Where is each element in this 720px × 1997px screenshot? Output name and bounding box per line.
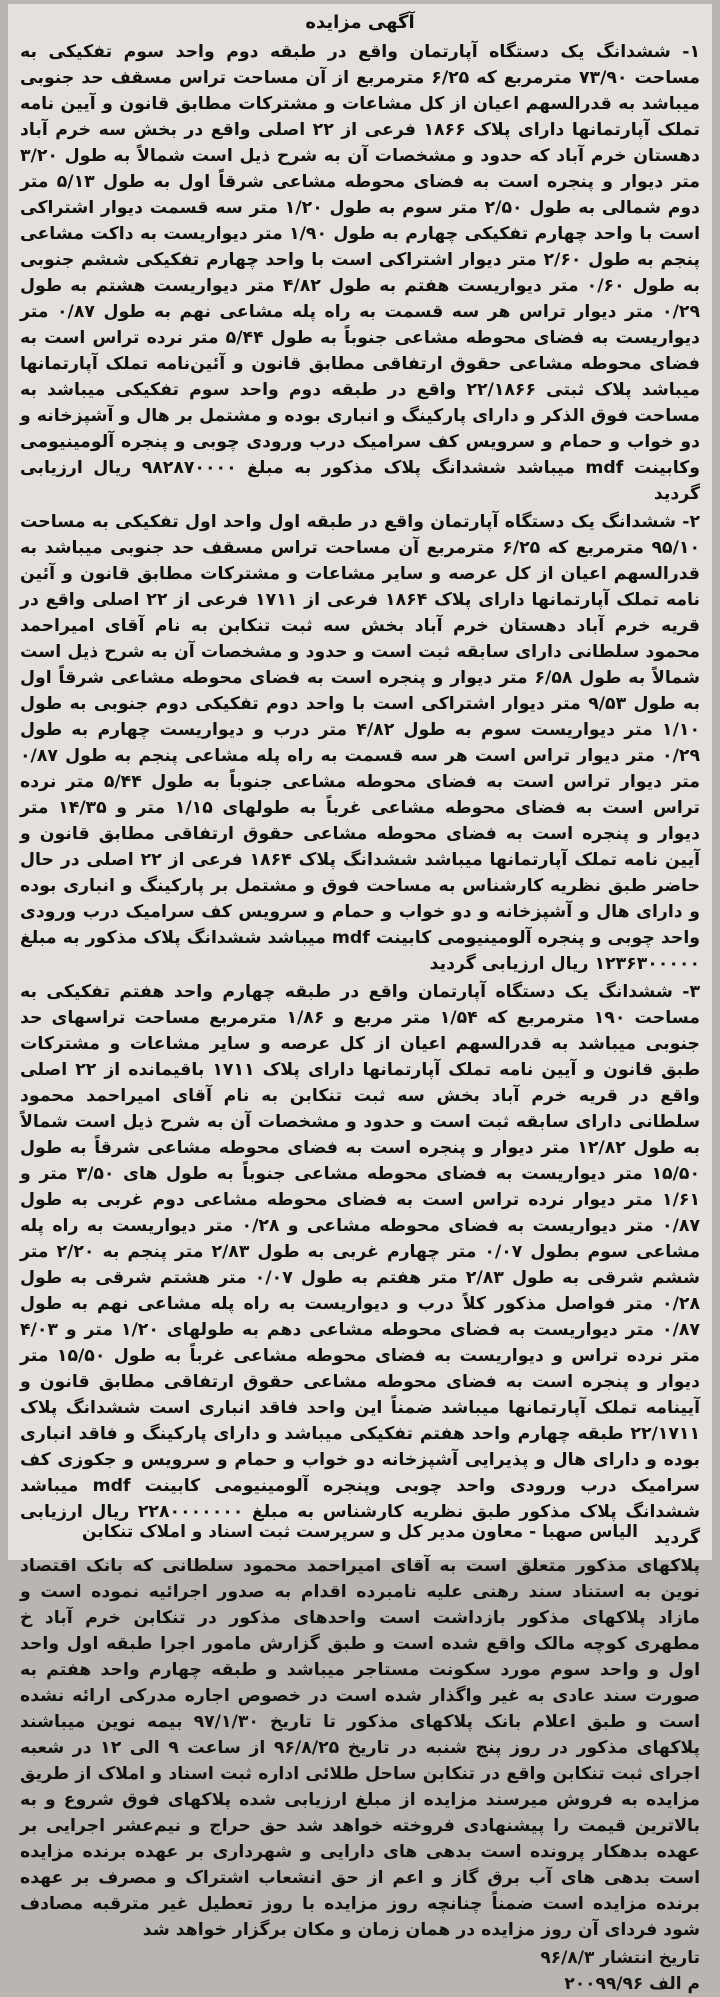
notice-title: آگهی مزایده xyxy=(305,12,415,33)
notice-item-1: ۱- ششدانگ یک دستگاه آپارتمان واقع در طبقه دوم واحد سوم تفکیکی به مساحت ۷۳/۹۰ مترمربع که ۶/۲۵ مترمربع از آن مساحت تراس مسقف حد جنوبی میباشد به قدرالسهم اعیان از کل مشاعات و مشترکات مطابق قانون و آیین نامه تملک آپارتمانها دارای پلاک ۱۸۶۶ فرعی از ۲۲ اصلی واقع در بخش سه خرم آباد دهستان خرم آباد که حدود و مشخصات آن به شرح ذیل است شمالاً به طول ۳/۲۰ متر دیوار و پنجره است به فضای محوطه مشاعی شرقاً اول به طول ۵/۱۳ متر دوم شمالی به طول ۲/۵۰ متر سوم به طول ۱/۲۰ متر سه قسمت دیوار اشتراکی است با واحد چهارم تفکیکی چهارم به طول ۱/۹۰ متر دیواریست به داکت مشاعی پنجم به طول ۲/۶۰ متر دیوار اشتراکی است با واحد چهارم تفکیکی ششم جنوبی به طول ۰/۶۰ متر دیواریست هفتم به طول ۴/۸۲ متر دیواریست هشتم به طول ۰/۲۹ متر دیوار تراس هر سه قسمت به راه پله مشاعی نهم به طول ۰/۸۷ متر دیواریست به فضای محوطه مشاعی جنوباً به طول ۵/۴۴ متر نرده تراس است به فضای محوطه مشاعی حقوق ارتفاقی مطابق قانون و آئین‌نامه تملک آپارتمانها میباشد پلاک ثبتی ۲۲/۱۸۶۶ واقع در طبقه دوم واحد سوم تفکیکی میباشد به مساحت فوق الذکر و دارای پارکینگ و انباری بوده و مشتمل بر هال و آشپزخانه و دو خواب و حمام و سرویس کف سرامیک درب ورودی چوبی و پنجره آلومینیومی وکابینت mdf میباشد ششدانگ پلاک مذکور به مبلغ ۹۸۲۸۷۰۰۰۰ ریال ارزیابی گردید xyxy=(20,42,701,504)
publish-date: تاریخ انتشار ۹۶/۸/۳ xyxy=(540,1948,700,1968)
reference-code: م الف ۲۰۰۹۹/۹۶ xyxy=(564,1974,700,1994)
notice-item-3: ۳- ششدانگ یک دستگاه آپارتمان واقع در طبقه چهارم واحد هفتم تفکیکی به مساحت ۱۹۰ مترمربع که ۱/۵۴ متر مربع و ۱/۸۶ مترمربع مساحت تراسهای حد جنوبی میباشد به قدرالسهم اعیان از کل عرصه و سایر مشاعات و مشترکات طبق قانون و آیین نامه تملک آپارتمانها دارای پلاک ۱۷۱۱ باقیمانده از ۲۲ اصلی واقع در قریه خرم آباد بخش سه ثبت تنکابن به نام آقای امیراحمد محمود سلطانی دارای سابقه ثبت است و حدود و مشخصات آن به شرح ذیل است شمالاً به طول ۱۲/۸۲ متر دیوار و پنجره است به فضای محوطه مشاعی شرقاً به طول ۱۵/۵۰ متر دیواریست به فضای محوطه مشاعی جنوباً به طول های ۳/۵۰ متر و ۱/۶۱ متر دیوار نرده تراس است به فضای محوطه مشاعی دوم غربی به طول ۰/۸۷ متر دیواریست به فضای محوطه مشاعی و ۰/۲۸ متر دیواریست به راه پله مشاعی سوم بطول ۰/۰۷ متر چهارم غربی به طول ۲/۸۳ متر پنجم به ۲/۲۰ متر ششم شرقی به طول ۲/۸۳ متر هفتم به طول ۰/۰۷ متر هشتم شرقی به طول ۰/۲۸ متر فواصل مذکور کلاً درب و دیواریست به راه پله مشاعی نهم به طول ۰/۸۷ متر دیواریست به فضای محوطه مشاعی دهم به طولهای ۱/۲۰ متر و ۴/۰۳ متر نرده تراس و دیواریست به فضای محوطه مشاعی غرباً به طول ۱۵/۵۰ متر دیوار و پنجره است به فضای محوطه مشاعی حقوق ارتفاقی مطابق قانون و آیینامه تملک آپارتمانها میباشد ضمناً این واحد فاقد انباری است ششدانگ پلاک ۲۲/۱۷۱۱ طبقه چهارم واحد هفتم تفکیکی میباشد و دارای پارکینگ و فاقد انباری بوده و دارای هال و پذیرایی آشپزخانه دو خواب و حمام و سرویس و جکوزی کف سرامیک درب ورودی واحد چوبی وپنجره آلومینیومی کابینت mdf میباشد ششدانگ پلاک مذکور طبق نظریه کارشناس به مبلغ ۲۲۸۰۰۰۰۰۰۰ ریال ارزیابی گردید xyxy=(20,982,701,1548)
notice-terms: پلاکهای مذکور متعلق است به آقای امیراحمد محمود سلطانی که بانک اقتصاد نوین به استناد سند رهنی علیه نامبرده اقدام به صدور اجرائیه نموده است و مازاد پلاکهای مذکور بازداشت است واحدهای مذکور در تنکابن خرم آباد خ مطهری کوچه مالک واقع شده است و طبق گزارش مامور اجرا طبقه اول واحد اول و واحد سوم مورد سکونت مستاجر میباشد و طبقه چهارم واحد هفتم به صورت سند عادی به غیر واگذار شده است در خصوص اجاره مدرکی ارائه نشده است و طبق اعلام بانک پلاکهای مذکور تا تاریخ ۹۷/۱/۳۰ بیمه نوین میباشند پلاکهای مذکور در روز پنج شنبه در تاریخ ۹۶/۸/۲۵ از ساعت ۹ الی ۱۲ در شعبه اجرای ثبت تنکابن واقع در تنکابن ساحل طلائی اداره ثبت اسناد و املاک از طریق مزایده به فروش میرسند مزایده از مبلغ ارزیابی شده پلاکهای فوق شروع و به بالاترین قیمت را پیشنهادی فروخته خواهد شد حق حراج و نیم‌عشر اجرایی بر عهده بدهکار پرونده است بدهی های دارایی و شهرداری بر عهده برنده مزایده است بدهی های آب برق گاز و اعم از حق انشعاب اشتراک و مصرف بر عهده برنده مزایده است ضمناً چنانچه روز مزایده با روز تعطیل غیر مترقبه مصادف شود فردای آن روز مزایده در همان زمان و مکان برگزار خواهد شد xyxy=(20,1556,701,1940)
notice-item-2: ۲- ششدانگ یک دستگاه آپارتمان واقع در طبقه اول واحد اول تفکیکی به مساحت ۹۵/۱۰ مترمربع که ۶/۲۵ مترمربع آن مساحت تراس مسقف حد جنوبی میباشد به قدرالسهم اعیان از کل عرصه و سایر مشاعات و مشترکات مطابق قانون و آئین نامه تملک آپارتمانها دارای پلاک ۱۸۶۴ فرعی از ۱۷۱۱ فرعی از ۲۲ اصلی واقع در قریه خرم آباد دهستان خرم آباد بخش سه ثبت تنکابن به نام آقای امیراحمد محمود سلطانی دارای سابقه ثبت است و حدود و مشخصات آن به شرح ذیل است شمالاً به طول ۶/۵۸ متر دیوار و پنجره است به فضای محوطه مشاعی شرقاً اول به طول ۹/۵۳ متر دیوار اشتراکی است با واحد دوم تفکیکی دوم جنوبی به طول ۱/۱۰ متر دیواریست سوم به طول ۴/۸۲ متر درب و دیواریست چهارم به طول ۰/۲۹ متر دیوار تراس است هر سه قسمت به راه پله مشاعی پنجم به طول ۰/۸۷ متر دیوار تراس است به فضای محوطه مشاعی جنوباً به طول ۵/۴۴ متر نرده تراس است به فضای محوطه مشاعی غرباً به طولهای ۱/۱۵ متر و ۱۴/۳۵ متر دیوار و پنجره است به فضای محوطه مشاعی حقوق ارتفاقی مطابق قانون و آیین نامه تملک آپارتمانها میباشد ششدانگ پلاک ۱۸۶۴ فرعی از ۲۲ اصلی در حال حاضر طبق نظریه کارشناس به مساحت فوق و مشتمل بر پارکینگ و انباری بوده و دارای هال و آشپزخانه و دو خواب و حمام و سرویس کف سرامیک درب ورودی واحد چوبی و پنجره آلومینیومی کابینت mdf میباشد ششدانگ پلاک مذکور به مبلغ ۱۲۳۶۳۰۰۰۰۰ ریال ارزیابی گردید xyxy=(20,512,701,974)
signature-line: الیاس صهبا - معاون مدیر کل و سرپرست ثبت اسناد و املاک تنکابن xyxy=(82,1522,638,1542)
auction-notice xyxy=(8,4,712,1994)
